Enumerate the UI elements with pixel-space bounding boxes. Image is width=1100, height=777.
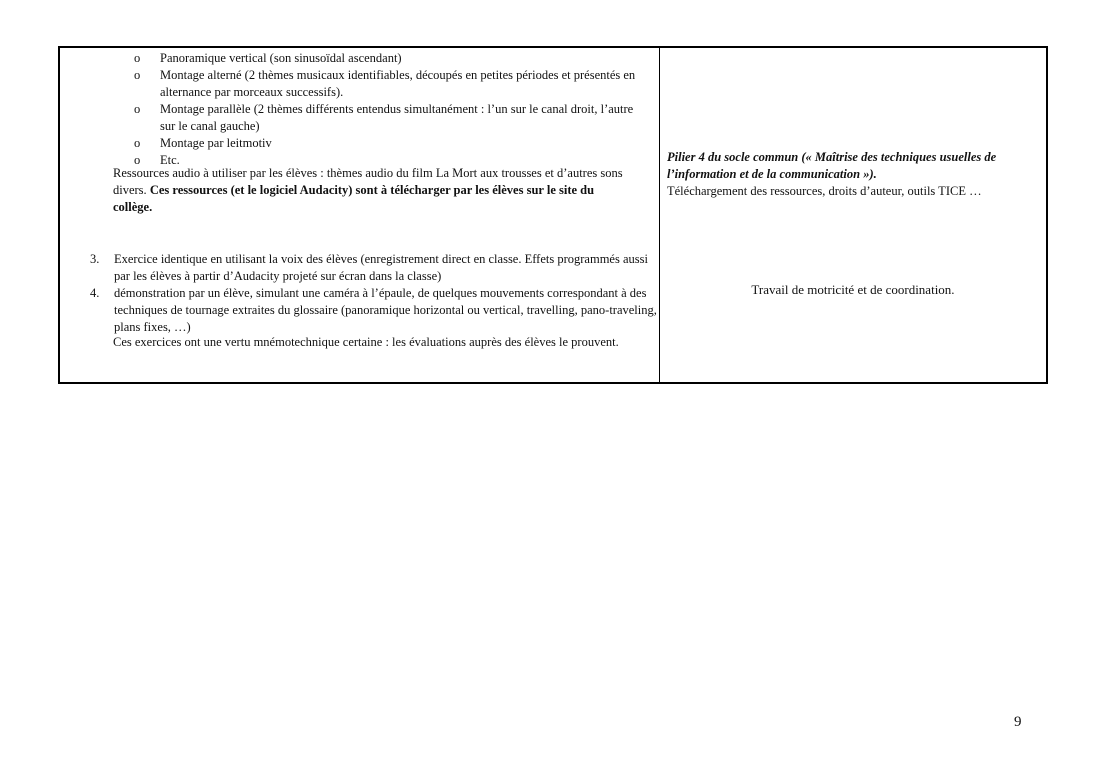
sub-list-item	[134, 135, 649, 152]
left-column	[60, 48, 660, 382]
item-text: Exercice identique en utilisant la voix des élèves (enregistrement direct en classe. Effets programmés aussi par les élèves à partir d’Audacity projeté sur écran dans la classe)	[114, 252, 648, 283]
conclusion-paragraph: Ces exercices ont une vertu mnémotechnique certaine : les évaluations auprès des élèves le prouvent.	[113, 335, 619, 349]
pilier-detail: Téléchargement des ressources, droits d’auteur, outils TICE …	[667, 184, 982, 198]
resources-text: Ressources audio à utiliser par les élèves : thèmes audio du film La Mort aux trousses et d’autres sons divers.	[113, 166, 623, 197]
item-number: 4.	[90, 286, 100, 300]
bullet-icon: o	[134, 136, 141, 150]
bullet-icon: o	[134, 153, 141, 167]
pilier-block	[667, 149, 1047, 200]
content-table	[58, 46, 1048, 384]
bullet-icon: o	[134, 102, 141, 116]
pilier-title: Pilier 4 du socle commun (« Maîtrise des techniques usuelles de l’information et de la communication »).	[667, 150, 997, 181]
ordered-list-item	[90, 285, 660, 336]
page-number: 9	[1014, 714, 1022, 730]
right-column	[660, 48, 1046, 382]
resources-paragraph	[113, 165, 633, 216]
bullet-icon: o	[134, 68, 141, 82]
sub-list-item	[134, 101, 649, 135]
item-text: démonstration par un élève, simulant une caméra à l’épaule, de quelques mouvements correspondant à des techniques de tournage extraites du glossaire (panoramique horizontal ou vertical, travelling, pano-traveling, plans fixes, …)	[114, 286, 657, 334]
item-number: 3.	[90, 252, 100, 266]
ordered-list-item	[90, 251, 660, 285]
motricite-text: Travail de motricité et de coordination.	[751, 282, 955, 297]
ordered-list	[90, 251, 660, 336]
bullet-icon: o	[134, 51, 141, 65]
sub-item-text: Montage parallèle (2 thèmes différents entendus simultanément : l’un sur le canal droit, l’autre sur le canal gauche)	[160, 102, 634, 133]
sub-item-text: Panoramique vertical (son sinusoïdal ascendant)	[160, 51, 402, 65]
sub-list	[134, 50, 649, 169]
sub-item-text: Etc.	[160, 153, 180, 167]
sub-item-text: Montage par leitmotiv	[160, 136, 272, 150]
sub-list-item	[134, 67, 649, 101]
sub-item-text: Montage alterné (2 thèmes musicaux identifiables, découpés en petites périodes et présentés en alternance par morceaux successifs).	[160, 68, 636, 99]
resources-bold-text: Ces ressources (et le logiciel Audacity) sont à télécharger par les élèves sur le site du collège.	[113, 183, 595, 214]
sub-list-item	[134, 50, 649, 67]
